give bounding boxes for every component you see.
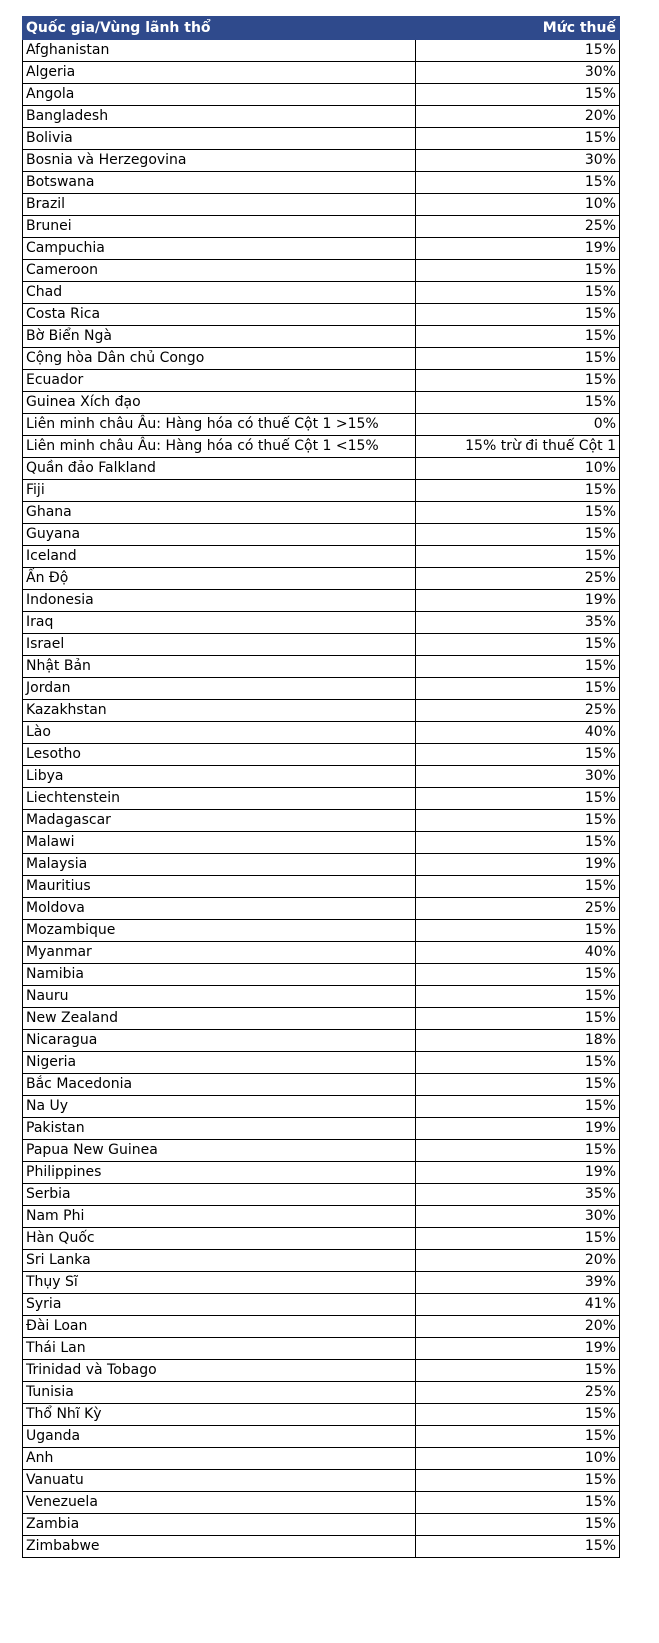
table-row [23,1404,620,1426]
table-row [23,854,620,876]
table-row [23,392,620,414]
rate-cell: 15% [416,1074,620,1096]
rate-cell: 20% [416,1250,620,1272]
table-row [23,612,620,634]
table-row [23,1338,620,1360]
table-row [23,964,620,986]
rate-cell: 15% [416,1404,620,1426]
country-cell: Ecuador [23,370,416,392]
table-row [23,40,620,62]
country-cell: Iraq [23,612,416,634]
table-row [23,1206,620,1228]
table-row [23,1426,620,1448]
rate-cell: 15% [416,1492,620,1514]
table-row [23,744,620,766]
rate-cell: 15% [416,656,620,678]
country-cell: Venezuela [23,1492,416,1514]
country-cell: Bắc Macedonia [23,1074,416,1096]
country-cell: Cộng hòa Dân chủ Congo [23,348,416,370]
country-cell: Ghana [23,502,416,524]
rate-cell: 15% [416,1536,620,1558]
rate-cell: 15% [416,326,620,348]
rate-cell: 15% [416,392,620,414]
rate-cell: 19% [416,590,620,612]
rate-cell: 15% [416,304,620,326]
country-cell: Trinidad và Tobago [23,1360,416,1382]
country-cell: Sri Lanka [23,1250,416,1272]
table-row [23,172,620,194]
table-row [23,1448,620,1470]
country-cell: Moldova [23,898,416,920]
rate-cell: 15% [416,524,620,546]
rate-cell: 15% [416,370,620,392]
table-row [23,832,620,854]
rate-cell: 15% [416,1228,620,1250]
rate-cell: 15% [416,744,620,766]
table-row [23,788,620,810]
country-cell: Ấn Độ [23,568,416,590]
table-row [23,326,620,348]
rate-cell: 30% [416,150,620,172]
rate-cell: 15% [416,678,620,700]
country-cell: Fiji [23,480,416,502]
rate-cell: 25% [416,1382,620,1404]
country-cell: Na Uy [23,1096,416,1118]
rate-cell: 20% [416,1316,620,1338]
table-row [23,1250,620,1272]
table-row [23,260,620,282]
country-cell: Indonesia [23,590,416,612]
table-row [23,1536,620,1558]
table-row [23,810,620,832]
rate-cell: 39% [416,1272,620,1294]
country-cell: Cameroon [23,260,416,282]
rate-cell: 19% [416,1162,620,1184]
rate-cell: 15% [416,964,620,986]
table-row [23,1514,620,1536]
rate-cell: 15% [416,282,620,304]
table-row [23,1492,620,1514]
country-cell: Quần đảo Falkland [23,458,416,480]
country-cell: Myanmar [23,942,416,964]
country-cell: Campuchia [23,238,416,260]
table-row [23,436,620,458]
table-row [23,458,620,480]
country-cell: Đài Loan [23,1316,416,1338]
country-cell: Anh [23,1448,416,1470]
country-cell: Bosnia và Herzegovina [23,150,416,172]
rate-cell: 0% [416,414,620,436]
table-row [23,898,620,920]
country-cell: Liechtenstein [23,788,416,810]
table-row [23,128,620,150]
rate-cell: 15% [416,876,620,898]
country-cell: Lào [23,722,416,744]
country-cell: Thổ Nhĩ Kỳ [23,1404,416,1426]
country-cell: Pakistan [23,1118,416,1140]
country-cell: Liên minh châu Âu: Hàng hóa có thuế Cột 1 >15% [23,414,416,436]
country-cell: Thụy Sĩ [23,1272,416,1294]
rate-cell: 15% [416,1096,620,1118]
rate-column-header: Mức thuế [416,17,620,40]
country-cell: Nauru [23,986,416,1008]
country-cell: Madagascar [23,810,416,832]
table-row [23,1052,620,1074]
country-cell: Algeria [23,62,416,84]
table-row [23,304,620,326]
country-cell: Vanuatu [23,1470,416,1492]
country-cell: Syria [23,1294,416,1316]
country-cell: Philippines [23,1162,416,1184]
table-row [23,1294,620,1316]
table-row [23,150,620,172]
table-row [23,1360,620,1382]
rate-cell: 19% [416,1118,620,1140]
country-cell: Thái Lan [23,1338,416,1360]
rate-cell: 15% [416,84,620,106]
rate-cell: 15% [416,634,620,656]
table-row [23,568,620,590]
country-cell: Mozambique [23,920,416,942]
country-cell: Bolivia [23,128,416,150]
rate-cell: 10% [416,1448,620,1470]
rate-cell: 15% [416,1514,620,1536]
rate-cell: 19% [416,854,620,876]
country-cell: Lesotho [23,744,416,766]
table-row [23,1096,620,1118]
country-cell: Liên minh châu Âu: Hàng hóa có thuế Cột 1 <15% [23,436,416,458]
table-row [23,524,620,546]
rate-cell: 15% [416,920,620,942]
table-row [23,216,620,238]
rate-cell: 41% [416,1294,620,1316]
table-row [23,590,620,612]
table-row [23,1074,620,1096]
table-row [23,348,620,370]
tariff-table [22,16,620,1558]
rate-cell: 25% [416,216,620,238]
rate-cell: 15% [416,1360,620,1382]
table-row [23,1382,620,1404]
table-row [23,84,620,106]
rate-cell: 15% [416,1470,620,1492]
country-cell: Jordan [23,678,416,700]
rate-cell: 30% [416,62,620,84]
table-row [23,722,620,744]
country-cell: Costa Rica [23,304,416,326]
rate-cell: 20% [416,106,620,128]
rate-cell: 15% [416,1052,620,1074]
rate-cell: 25% [416,700,620,722]
table-row [23,678,620,700]
country-cell: Nicaragua [23,1030,416,1052]
table-row [23,942,620,964]
table-row [23,1162,620,1184]
country-cell: Israel [23,634,416,656]
rate-cell: 40% [416,942,620,964]
country-cell: Hàn Quốc [23,1228,416,1250]
rate-cell: 15% [416,480,620,502]
country-cell: Zimbabwe [23,1536,416,1558]
country-cell: Zambia [23,1514,416,1536]
rate-cell: 25% [416,898,620,920]
table-row [23,194,620,216]
table-row [23,920,620,942]
country-column-header: Quốc gia/Vùng lãnh thổ [23,17,416,40]
table-row [23,986,620,1008]
country-cell: Serbia [23,1184,416,1206]
rate-cell: 15% [416,172,620,194]
table-row [23,1272,620,1294]
rate-cell: 15% [416,788,620,810]
country-cell: Bờ Biển Ngà [23,326,416,348]
rate-cell: 15% [416,810,620,832]
table-row [23,1118,620,1140]
country-cell: Libya [23,766,416,788]
table-row [23,1184,620,1206]
table-row [23,656,620,678]
header-row [23,17,620,40]
rate-cell: 15% [416,1008,620,1030]
country-cell: New Zealand [23,1008,416,1030]
rate-cell: 35% [416,1184,620,1206]
rate-cell: 15% [416,986,620,1008]
table-row [23,502,620,524]
table-row [23,414,620,436]
country-cell: Guinea Xích đạo [23,392,416,414]
table-row [23,766,620,788]
table-row [23,876,620,898]
table-row [23,1316,620,1338]
table-row [23,1030,620,1052]
rate-cell: 15% [416,260,620,282]
table-row [23,1470,620,1492]
rate-cell: 10% [416,458,620,480]
table-row [23,370,620,392]
country-cell: Nigeria [23,1052,416,1074]
country-cell: Nam Phi [23,1206,416,1228]
rate-cell: 30% [416,1206,620,1228]
rate-cell: 19% [416,238,620,260]
country-cell: Malaysia [23,854,416,876]
country-cell: Mauritius [23,876,416,898]
rate-cell: 15% trừ đi thuế Cột 1 [416,436,620,458]
rate-cell: 40% [416,722,620,744]
country-cell: Botswana [23,172,416,194]
table-body [23,40,620,1558]
rate-cell: 15% [416,128,620,150]
rate-cell: 25% [416,568,620,590]
country-cell: Chad [23,282,416,304]
rate-cell: 15% [416,1140,620,1162]
country-cell: Angola [23,84,416,106]
country-cell: Iceland [23,546,416,568]
rate-cell: 15% [416,546,620,568]
country-cell: Uganda [23,1426,416,1448]
country-cell: Tunisia [23,1382,416,1404]
table-row [23,106,620,128]
rate-cell: 18% [416,1030,620,1052]
table-row [23,634,620,656]
table-row [23,700,620,722]
table-row [23,282,620,304]
table-row [23,1008,620,1030]
rate-cell: 30% [416,766,620,788]
rate-cell: 15% [416,348,620,370]
table-row [23,546,620,568]
country-cell: Kazakhstan [23,700,416,722]
country-cell: Guyana [23,524,416,546]
rate-cell: 15% [416,502,620,524]
rate-cell: 15% [416,40,620,62]
country-cell: Nhật Bản [23,656,416,678]
table-row [23,1228,620,1250]
country-cell: Afghanistan [23,40,416,62]
rate-cell: 10% [416,194,620,216]
rate-cell: 19% [416,1338,620,1360]
country-cell: Bangladesh [23,106,416,128]
country-cell: Brazil [23,194,416,216]
table-row [23,62,620,84]
country-cell: Malawi [23,832,416,854]
rate-cell: 35% [416,612,620,634]
table-row [23,1140,620,1162]
country-cell: Brunei [23,216,416,238]
rate-cell: 15% [416,832,620,854]
country-cell: Papua New Guinea [23,1140,416,1162]
rate-cell: 15% [416,1426,620,1448]
table-row [23,480,620,502]
country-cell: Namibia [23,964,416,986]
table-row [23,238,620,260]
